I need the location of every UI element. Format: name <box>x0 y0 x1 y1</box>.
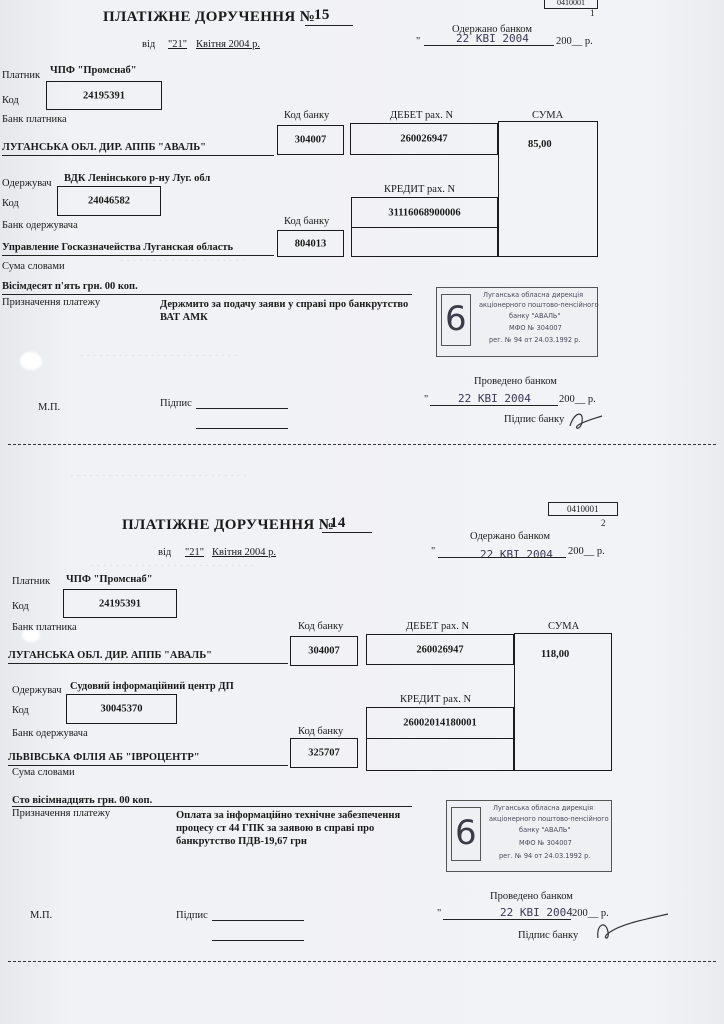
purpose-label: Призначення платежу <box>12 808 111 819</box>
receiver-code-box <box>57 186 161 216</box>
receiver-bank-label: Банк одержувача <box>12 728 88 739</box>
receiver-bank-underline <box>8 765 288 766</box>
document-number: 14 <box>330 515 346 531</box>
bank-code-label: Код банку <box>298 621 344 632</box>
stamp-line: банку "АВАЛЬ" <box>519 826 571 834</box>
stamp-digit-frame <box>441 294 471 346</box>
bank-stamp <box>436 287 598 357</box>
receiver-bank-code: 325707 <box>308 747 340 759</box>
payer-bank-label: Банк платника <box>2 114 67 125</box>
stamp-line: Луганська обласна дирекція <box>483 291 584 299</box>
date-prefix: від <box>158 547 172 558</box>
date-day: "21" <box>185 547 205 558</box>
received-date-stamp: 22 КВІ 2004 <box>480 548 553 561</box>
payer-bank-underline <box>8 663 288 664</box>
signature-line <box>196 428 288 429</box>
received-date-stamp: 22 КВІ 2004 <box>456 32 529 45</box>
receiver-label: Одержувач <box>12 685 62 696</box>
sheet-number: 2 <box>601 518 606 528</box>
processed-date-stamp: 22 КВІ 2004 <box>458 392 531 405</box>
document-title: ПЛАТІЖНЕ ДОРУЧЕННЯ № <box>103 9 316 25</box>
amount-value: 85,00 <box>528 139 552 150</box>
receiver-label: Одержувач <box>2 178 52 189</box>
processed-year: 200__ р. <box>559 394 596 405</box>
debit-account-box <box>350 123 498 155</box>
date-month-year: Квітня 2004 р. <box>196 39 261 50</box>
bank-stamp <box>446 800 612 872</box>
credit-account-spacer-box <box>351 227 498 257</box>
processed-year: 200__ р. <box>572 908 609 919</box>
credit-account: 26002014180001 <box>403 717 477 729</box>
receiver-name: Судовий інформаційний центр ДП <box>70 681 234 692</box>
form-code: 0410001 <box>548 502 618 516</box>
bank-signature-scribble <box>566 404 606 434</box>
receiver-code: 24046582 <box>88 195 130 207</box>
cut-line <box>8 961 716 962</box>
purpose-line-2: ВАТ АМК <box>160 312 208 323</box>
receiver-bank-name: Управление Госказначейства Луганская область <box>2 242 234 253</box>
payer-label: Платник <box>12 576 51 587</box>
credit-account-box <box>351 197 498 228</box>
debit-label: ДЕБЕТ рах. N <box>390 110 454 121</box>
receiver-bank-underline <box>2 255 274 256</box>
payer-name: ЧПФ "Промснаб" <box>50 65 137 76</box>
seal-label: М.П. <box>30 910 53 921</box>
sum-words-underline <box>12 806 412 807</box>
bleed-through-text: · · · · · · · · · · · · · · · · · · · · · · · · · <box>80 350 238 362</box>
signature-line <box>196 408 288 409</box>
sum-label: СУМА <box>532 110 564 121</box>
bank-signature-label: Підпис банку <box>504 414 565 425</box>
sum-words: Сто вісімнадцять грн. 00 коп. <box>12 795 153 806</box>
payer-code-box <box>46 81 162 110</box>
received-by-bank-label: Одержано банком <box>452 24 532 35</box>
bank-code-label: Код банку <box>284 110 330 121</box>
payer-name: ЧПФ "Промснаб" <box>66 574 153 585</box>
credit-label: КРЕДИТ рах. N <box>384 184 456 195</box>
payer-bank-label: Банк платника <box>12 622 77 633</box>
payer-bank-name: ЛУГАНСЬКА ОБЛ. ДИР. АППБ "АВАЛЬ" <box>8 650 212 661</box>
stamp-line: рег. № 94 от 24.03.1992 р. <box>499 852 591 860</box>
payer-bank-code-box <box>277 125 344 155</box>
punch-hole-mark <box>20 352 42 370</box>
bleed-through-text: · · · · · · · · · · · · · · · · · · · · <box>120 255 246 267</box>
debit-account-box <box>366 634 514 665</box>
credit-label: КРЕДИТ рах. N <box>400 694 472 705</box>
seal-label: М.П. <box>38 402 61 413</box>
payer-code: 24195391 <box>99 598 141 609</box>
processed-date-stamp: 22 КВІ 2004 <box>500 906 573 919</box>
received-quote: " <box>431 546 436 557</box>
purpose-line-1: Оплата за інформаційно технічне забезпечення <box>176 810 401 821</box>
debit-account: 260026947 <box>400 133 448 145</box>
payer-label: Платник <box>2 70 41 81</box>
debit-account: 260026947 <box>416 644 464 655</box>
processed-date-line <box>443 919 571 920</box>
stamp-line: рег. № 94 от 24.03.1992 р. <box>489 336 581 344</box>
sum-label: СУМА <box>548 621 580 632</box>
receiver-bank-code-label: Код банку <box>298 726 344 737</box>
payer-code: 24195391 <box>83 90 125 101</box>
bleed-through-text: · · · · · · · · · · · · · · · · · · · · · · · · · · <box>90 560 254 572</box>
receiver-bank-label: Банк одержувача <box>2 220 78 231</box>
receiver-name: ВДК Ленінського р-ну Луг. обл <box>64 173 211 184</box>
signature-label: Підпис <box>176 910 208 921</box>
stamp-line: МФО № 304007 <box>519 839 572 847</box>
processed-label: Проведено банком <box>490 891 573 902</box>
receiver-bank-code-box <box>277 230 344 257</box>
stamp-line: акціонерного поштово-пенсійного <box>489 815 609 823</box>
debit-label: ДЕБЕТ рах. N <box>406 621 470 632</box>
processed-label: Проведено банком <box>474 376 557 387</box>
date-prefix: від <box>142 39 156 50</box>
stamp-line: акціонерного поштово-пенсійного <box>479 301 599 309</box>
stamp-digit: 6 <box>445 299 467 339</box>
processed-date-line <box>430 405 558 406</box>
document-number: 15 <box>314 7 330 23</box>
amount-value: 118,00 <box>541 649 570 660</box>
purpose-line-2: процесу ст 44 ГПК за заявою в справі про <box>176 823 375 834</box>
receiver-bank-code: 804013 <box>294 238 327 249</box>
processed-quote: " <box>424 394 429 405</box>
number-underline <box>305 25 353 26</box>
payer-code-box <box>63 589 177 618</box>
receiver-bank-name: ЛЬВІВСЬКА ФІЛІЯ АБ "ІВРОЦЕНТР" <box>8 752 200 763</box>
bleed-through-text: · · · · · · · · · · · · · · · · · · · · · · · · · · · · <box>70 470 247 482</box>
receiver-bank-code-box <box>290 738 358 768</box>
payer-bank-code: 304007 <box>294 134 327 146</box>
date-month-year: Квітня 2004 р. <box>212 547 277 558</box>
payer-bank-code: 304007 <box>308 645 340 657</box>
payer-code-label: Код <box>2 95 19 106</box>
received-by-bank-label: Одержано банком <box>470 531 550 542</box>
payer-bank-name: ЛУГАНСЬКА ОБЛ. ДИР. АППБ "АВАЛЬ" <box>2 142 206 153</box>
stamp-line: Луганська обласна дирекція <box>493 804 594 812</box>
amount-box <box>514 633 612 771</box>
credit-account-box <box>366 707 514 739</box>
received-date-line <box>424 45 554 46</box>
received-date-line <box>438 557 566 558</box>
stamp-digit-frame <box>451 807 481 861</box>
cut-line <box>8 444 716 445</box>
sum-words-label: Сума словами <box>12 767 75 778</box>
receiver-code-label: Код <box>2 198 19 209</box>
received-year: 200__ р. <box>568 546 605 557</box>
received-year: 200__ р. <box>556 36 593 47</box>
amount-box <box>498 121 598 257</box>
processed-quote: " <box>437 908 442 919</box>
credit-account: 31116068900006 <box>388 207 461 218</box>
payer-bank-code-box <box>290 636 358 666</box>
purpose-label: Призначення платежу <box>2 297 101 308</box>
payer-bank-underline <box>2 155 274 156</box>
receiver-code-label: Код <box>12 705 29 716</box>
payer-code-label: Код <box>12 601 29 612</box>
bank-signature-scribble <box>592 908 672 946</box>
bank-signature-label: Підпис банку <box>518 930 579 941</box>
sum-words-label: Сума словами <box>2 261 65 272</box>
number-underline <box>322 532 372 533</box>
receiver-bank-code-label: Код банку <box>284 216 330 227</box>
received-quote: " <box>416 36 421 47</box>
document-title: ПЛАТІЖНЕ ДОРУЧЕННЯ № <box>122 517 335 533</box>
purpose-line-3: банкрутство ПДВ-19,67 грн <box>176 836 307 847</box>
stamp-line: банку "АВАЛЬ" <box>509 312 561 320</box>
purpose-line-1: Держмито за подачу заяви у справі про банкрутство <box>160 299 409 310</box>
credit-account-spacer-box <box>366 738 514 771</box>
sum-words-underline <box>2 294 412 295</box>
sum-words: Вісімдесят п'ять грн. 00 коп. <box>2 281 138 292</box>
signature-label: Підпис <box>160 398 192 409</box>
receiver-code: 30045370 <box>100 703 143 715</box>
date-day: "21" <box>168 39 188 50</box>
receiver-code-box <box>66 694 177 724</box>
stamp-line: МФО № 304007 <box>509 324 562 332</box>
signature-line <box>212 940 304 941</box>
form-code: 0410001 <box>544 0 598 9</box>
signature-line <box>212 920 304 921</box>
sheet-number: 1 <box>590 8 595 18</box>
stamp-digit: 6 <box>455 813 477 853</box>
